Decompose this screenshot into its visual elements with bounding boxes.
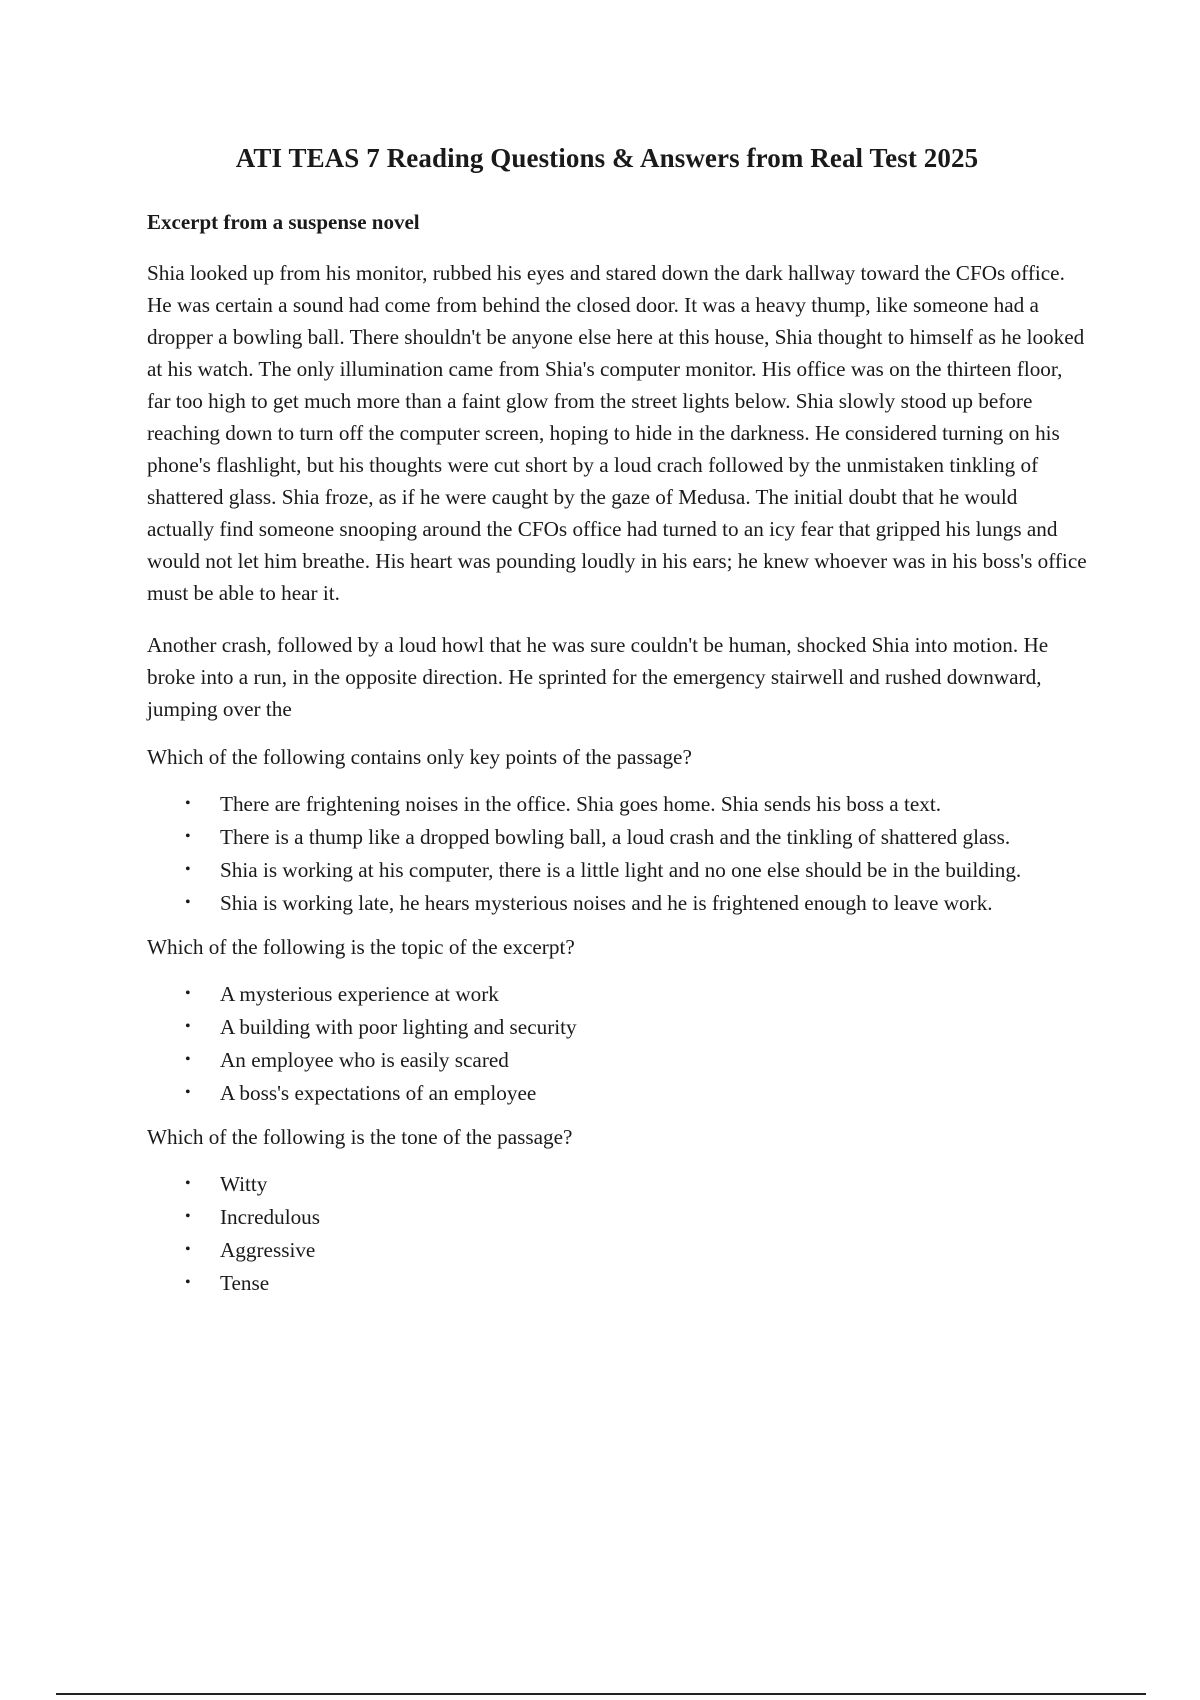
answer-option-text: Incredulous: [220, 1205, 321, 1229]
bullet-icon: •: [185, 1018, 191, 1035]
answer-option[interactable]: [147, 1271, 1087, 1295]
bullet-icon: •: [185, 795, 191, 812]
document-title: ATI TEAS 7 Reading Questions & Answers from Real Test 2025: [235, 143, 979, 173]
question-text: Which of the following is the topic of the excerpt?: [147, 935, 575, 959]
bullet-icon: •: [185, 985, 191, 1002]
bullet-icon: •: [185, 894, 191, 911]
answer-option-text: Witty: [220, 1172, 268, 1196]
answer-option[interactable]: [147, 1015, 1087, 1039]
passage-paragraph-2: Another crash, followed by a loud howl that he was sure couldn't be human, shocked Shia into motion. He broke into a run, in the opposite direction. He sprinted for the emergency stairwell and rushed downward, jumping over the: [147, 633, 1049, 721]
answer-options: [147, 982, 1087, 1105]
answer-option[interactable]: [147, 1081, 1087, 1105]
bullet-icon: •: [185, 1084, 191, 1101]
question-3: [147, 1125, 1087, 1295]
excerpt-heading: Excerpt from a suspense novel: [147, 210, 420, 234]
bullet-icon: •: [185, 1241, 191, 1258]
bullet-icon: •: [185, 1208, 191, 1225]
answer-option-text: Aggressive: [220, 1238, 316, 1262]
answer-option-text: An employee who is easily scared: [220, 1048, 509, 1072]
answer-option[interactable]: [147, 1172, 1087, 1196]
document-page: [147, 135, 1087, 1304]
bullet-icon: •: [185, 828, 191, 845]
bullet-icon: •: [185, 1051, 191, 1068]
bullet-icon: •: [185, 1274, 191, 1291]
answer-option-text: Shia is working late, he hears mysterious noises and he is frightened enough to leave work.: [220, 891, 993, 915]
answer-option-text: There is a thump like a dropped bowling ball, a loud crash and the tinkling of shattered glass.: [220, 825, 1011, 849]
bullet-icon: •: [185, 861, 191, 878]
answer-option-text: A mysterious experience at work: [220, 982, 499, 1006]
answer-option[interactable]: [147, 792, 1087, 816]
answer-option[interactable]: [147, 891, 1087, 915]
answer-option[interactable]: [147, 825, 1087, 849]
bullet-icon: •: [185, 1175, 191, 1192]
answer-option[interactable]: [147, 982, 1087, 1006]
answer-option[interactable]: [147, 1048, 1087, 1072]
question-text: Which of the following is the tone of the passage?: [147, 1125, 573, 1149]
passage-paragraph-1: Shia looked up from his monitor, rubbed his eyes and stared down the dark hallway toward the CFOs office. He was certain a sound had come from behind the closed door. It was a heavy thump, like someone had a dropper a bowling ball. There shouldn't be anyone else here at this house, Shia thought to himself as he looked at his watch. The only illumination came from Shia's computer monitor. His office was on the thirteen floor, far too high to get much more than a faint glow from the street lights below. Shia slowly stood up before reaching down to turn off the computer screen, hoping to hide in the darkness. He considered turning on his phone's flashlight, but his thoughts were cut short by a loud crach followed by the unmistaken tinkling of shattered glass. Shia froze, as if he were caught by the gaze of Medusa. The initial doubt that he would actually find someone snooping around the CFOs office had turned to an icy fear that gripped his lungs and would not let him breathe. His heart was pounding loudly in his ears; he knew whoever was in his boss's office must be able to hear it.: [147, 261, 1087, 605]
answer-option-text: Shia is working at his computer, there is a little light and no one else should be in the building.: [220, 858, 1022, 882]
answer-option[interactable]: [147, 1238, 1087, 1262]
answer-option-text: A boss's expectations of an employee: [220, 1081, 537, 1105]
question-text: Which of the following contains only key points of the passage?: [147, 745, 692, 769]
answer-option-text: There are frightening noises in the office. Shia goes home. Shia sends his boss a text.: [220, 792, 942, 816]
answer-option[interactable]: [147, 858, 1087, 882]
answer-options: [147, 1172, 1087, 1295]
answer-options: [147, 792, 1087, 915]
answer-option-text: A building with poor lighting and security: [220, 1015, 577, 1039]
footer-divider: [56, 1693, 1146, 1695]
answer-option[interactable]: [147, 1205, 1087, 1229]
question-1: [147, 745, 1087, 915]
answer-option-text: Tense: [220, 1271, 270, 1295]
question-2: [147, 935, 1087, 1105]
